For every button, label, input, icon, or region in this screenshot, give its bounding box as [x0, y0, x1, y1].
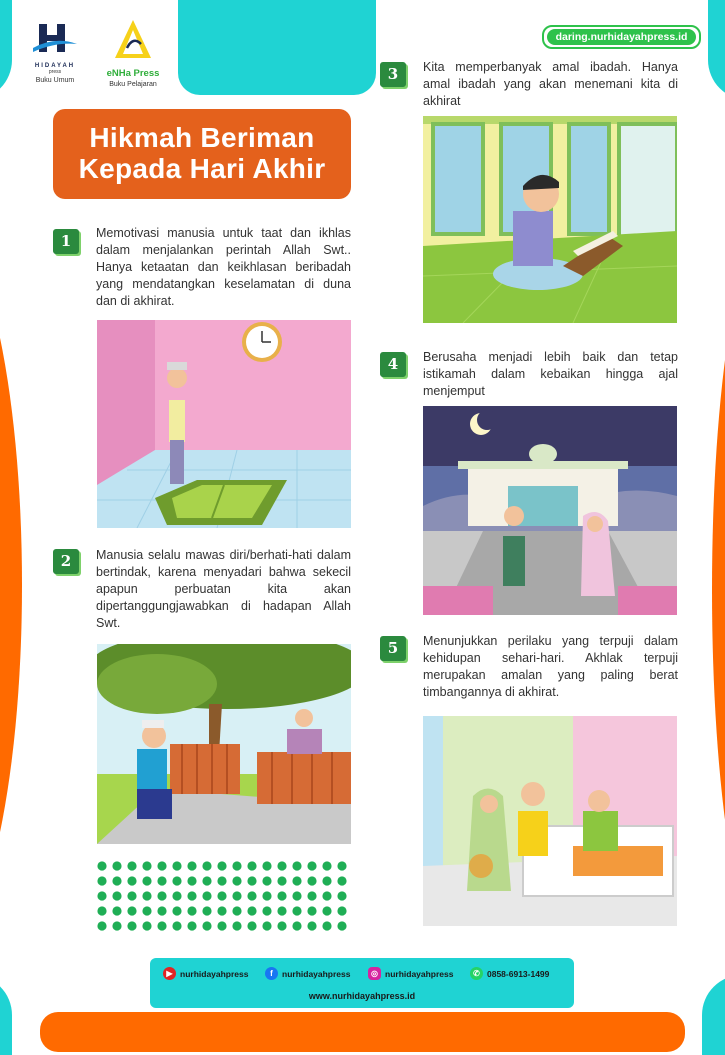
point-3-text: Kita memperbanyak amal ibadah. Hanya amal ibadah yang akan menemani kita di akhirat — [423, 60, 678, 108]
decorative-dot — [172, 861, 181, 870]
decorative-dot — [217, 906, 226, 915]
facebook-icon: f — [265, 967, 278, 980]
decorative-dot — [277, 861, 286, 870]
decorative-dot — [172, 921, 181, 930]
decorative-dot — [337, 921, 346, 930]
point-2-text: Manusia selalu mawas diri/berhati-hati dalam bertindak, karena menyadari bahwa sekecil apapun perbuatan kita akan dipertanggungjawabkan di hadapan Allah Swt. — [96, 548, 351, 630]
youtube-handle: nurhidayahpress — [180, 968, 249, 979]
hidayah-logo-mark — [31, 22, 79, 58]
decorative-dot — [127, 876, 136, 885]
decorative-dot — [112, 921, 121, 930]
whatsapp-link[interactable] — [470, 967, 549, 980]
decorative-dot — [127, 921, 136, 930]
decorative-dot — [322, 921, 331, 930]
decorative-dot — [277, 906, 286, 915]
decorative-dot — [292, 921, 301, 930]
decorative-dot — [202, 921, 211, 930]
top-left-teal-corner — [0, 0, 12, 100]
decorative-dot — [247, 921, 256, 930]
decorative-dot — [157, 891, 166, 900]
decorative-dot — [337, 891, 346, 900]
scene-mosque-night-image — [423, 406, 677, 615]
decorative-dot — [142, 861, 151, 870]
decorative-dot — [247, 906, 256, 915]
decorative-dot — [97, 891, 106, 900]
decorative-dot — [142, 876, 151, 885]
decorative-dot — [307, 891, 316, 900]
decorative-dot — [322, 906, 331, 915]
whatsapp-number: 0858-6913-1499 — [487, 968, 550, 979]
instagram-icon: ◎ — [368, 967, 381, 980]
youtube-link[interactable] — [163, 967, 249, 980]
youtube-icon: ▶ — [163, 967, 176, 980]
decorative-dot — [262, 876, 271, 885]
decorative-dot — [187, 876, 196, 885]
decorative-dot — [292, 861, 301, 870]
decorative-dot — [112, 861, 121, 870]
decorative-dot — [217, 876, 226, 885]
point-4-text: Berusaha menjadi lebih baik dan tetap istikamah dalam kebaikan hingga ajal menjemput — [423, 350, 678, 398]
decorative-dot — [97, 921, 106, 930]
decorative-dot — [277, 921, 286, 930]
point-5-text: Menunjukkan perilaku yang terpuji dalam kehidupan sehari-hari. Akhlak terpuji merupakan amalan yang paling berat timbangannya di akhirat. — [423, 634, 678, 699]
decorative-dot — [292, 906, 301, 915]
decorative-dot — [187, 906, 196, 915]
decorative-dot — [202, 906, 211, 915]
decorative-dot — [217, 921, 226, 930]
bottom-orange-bar — [40, 1012, 685, 1052]
top-right-teal-corner — [708, 0, 725, 100]
left-orange-arc — [0, 215, 22, 955]
decorative-dot — [142, 891, 151, 900]
facebook-link[interactable] — [265, 967, 351, 980]
scene-careful-boy-image — [97, 644, 351, 844]
decorative-dot — [202, 876, 211, 885]
decorative-dot — [337, 906, 346, 915]
decorative-dot — [97, 876, 106, 885]
title-line-2: Kepada Hari Akhir — [78, 153, 326, 184]
decorative-dot — [157, 861, 166, 870]
page-title — [53, 109, 351, 199]
decorative-dot — [307, 876, 316, 885]
decorative-dot — [187, 921, 196, 930]
url-badge[interactable] — [542, 25, 701, 49]
point-1-text: Memotivasi manusia untuk taat dan ikhlas dalam menjalankan perintah Allah Swt.. Hanya ketaatan dan keikhlasan beribadah yang mendatangkan keselamatan di duna dan di akhirat. — [96, 226, 351, 308]
decorative-dot — [307, 906, 316, 915]
decorative-dot — [172, 906, 181, 915]
decorative-dot — [112, 891, 121, 900]
decorative-dot — [157, 921, 166, 930]
hidayah-logo-word: HIDAYAH — [34, 63, 76, 69]
decorative-dot — [292, 891, 301, 900]
point-3-badge: 3 — [380, 62, 406, 87]
decorative-dot — [322, 861, 331, 870]
decorative-dot — [142, 906, 151, 915]
url-text[interactable]: daring.nurhidayahpress.id — [547, 29, 696, 45]
bottom-right-teal-corner — [702, 975, 725, 1055]
scene-reading-quran-image — [423, 116, 677, 323]
decorative-dot — [232, 921, 241, 930]
enha-logo-mark — [113, 18, 153, 62]
title-line-1: Hikmah Beriman — [89, 122, 315, 153]
right-orange-arc — [712, 220, 725, 960]
decorative-dot — [322, 891, 331, 900]
decorative-dot — [322, 876, 331, 885]
decorative-dot — [187, 891, 196, 900]
decorative-dot — [292, 876, 301, 885]
decorative-dot — [157, 876, 166, 885]
decorative-dot — [262, 906, 271, 915]
decorative-dot — [202, 891, 211, 900]
footer-website[interactable]: www.nurhidayahpress.id — [308, 991, 416, 1001]
hidayah-logo-press: press — [48, 69, 62, 75]
enha-logo-caption: Buku Pelajaran — [109, 81, 157, 88]
instagram-handle: nurhidayahpress — [385, 968, 454, 979]
decorative-dot — [142, 921, 151, 930]
decorative-dot — [262, 891, 271, 900]
whatsapp-icon: ✆ — [470, 967, 483, 980]
decorative-dot — [262, 921, 271, 930]
decorative-dot — [262, 861, 271, 870]
decorative-dot — [112, 906, 121, 915]
decorative-dot — [97, 861, 106, 870]
decorative-dot — [127, 906, 136, 915]
decorative-dot — [277, 876, 286, 885]
hidayah-logo-caption: Buku Umum — [35, 77, 75, 84]
decorative-dot — [202, 861, 211, 870]
decorative-dot — [172, 891, 181, 900]
decorative-dot — [232, 891, 241, 900]
point-5-badge: 5 — [380, 636, 406, 661]
scene-praying-image — [97, 320, 351, 528]
decorative-dot — [307, 861, 316, 870]
decorative-dot — [232, 876, 241, 885]
decorative-dot — [307, 921, 316, 930]
decorative-dot — [247, 861, 256, 870]
bottom-left-teal-corner — [0, 975, 12, 1055]
decorative-dot — [172, 876, 181, 885]
decorative-dot — [337, 876, 346, 885]
decorative-dot — [157, 906, 166, 915]
point-4-badge: 4 — [380, 352, 406, 377]
decorative-dot — [187, 861, 196, 870]
instagram-link[interactable] — [368, 967, 454, 980]
decorative-dot — [337, 861, 346, 870]
scene-visiting-sick-image — [423, 716, 677, 926]
decorative-dot — [112, 876, 121, 885]
point-2-badge: 2 — [53, 549, 79, 574]
facebook-handle: nurhidayahpress — [282, 968, 351, 979]
decorative-dot — [217, 861, 226, 870]
decorative-dot — [217, 891, 226, 900]
decorative-dot — [97, 906, 106, 915]
top-teal-tab — [178, 0, 376, 95]
decorative-dot — [247, 876, 256, 885]
decorative-dot — [127, 861, 136, 870]
decorative-dot — [232, 861, 241, 870]
decorative-dot-grid — [97, 861, 352, 933]
enha-logo — [103, 18, 163, 88]
hidayah-logo — [25, 22, 85, 84]
decorative-dot — [247, 891, 256, 900]
enha-logo-name: eNHa Press — [106, 68, 160, 79]
decorative-dot — [232, 906, 241, 915]
decorative-dot — [127, 891, 136, 900]
decorative-dot — [277, 891, 286, 900]
point-1-badge: 1 — [53, 229, 79, 254]
